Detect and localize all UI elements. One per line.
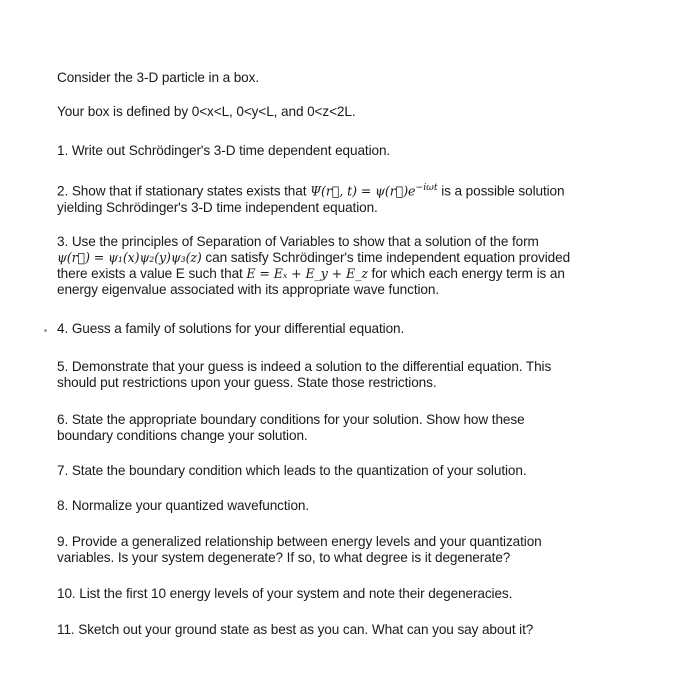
question-11 <box>57 622 667 638</box>
question-5 <box>57 359 667 391</box>
stray-mark <box>44 329 47 332</box>
question-4 <box>57 321 667 337</box>
question-5-line-1: 5. Demonstrate that your guess is indeed a solution to the differential equation. This <box>57 359 552 374</box>
question-2 <box>57 180 667 216</box>
intro-text: Consider the 3-D particle in a box. <box>57 70 260 85</box>
question-2-pre: 2. Show that if stationary states exists that <box>57 183 311 199</box>
intro-line-1 <box>57 70 667 86</box>
question-8 <box>57 498 667 514</box>
question-8-text: 8. Normalize your quantized wavefunction. <box>57 498 310 513</box>
question-2-post: is a possible solution <box>437 183 565 199</box>
question-3-line-3-post: for which each energy term is an <box>367 266 565 281</box>
question-6 <box>57 412 667 444</box>
question-2-line-1 <box>57 180 667 200</box>
intro-line-2 <box>57 104 667 120</box>
question-3-line-1: 3. Use the principles of Separation of Variables to show that a solution of the form <box>57 234 539 249</box>
question-6-line-1: 6. State the appropriate boundary conditions for your solution. Show how these <box>57 412 525 427</box>
question-9-line-1: 9. Provide a generalized relationship between energy levels and your quantization <box>57 534 542 549</box>
energy-sum-equation: E = Eₓ + E_y + E_z <box>246 266 368 281</box>
question-7 <box>57 463 667 479</box>
question-9 <box>57 534 667 566</box>
question-2-line-2: yielding Schrödinger's 3-D time independent equation. <box>57 199 378 215</box>
stationary-state-exponent: −iωt <box>415 182 438 193</box>
question-1 <box>57 143 667 159</box>
question-3-line-2-text: can satisfy Schrödinger's time independent equation provided <box>201 250 571 265</box>
question-11-text: 11. Sketch out your ground state as best as you can. What can you say about it? <box>57 622 534 637</box>
stationary-state-equation: Ψ(r⃗, t) = ψ(r⃗)e <box>310 183 416 199</box>
question-1-text: 1. Write out Schrödinger's 3-D time dependent equation. <box>57 143 391 158</box>
question-5-line-2: should put restrictions upon your guess. State those restrictions. <box>57 375 437 390</box>
question-7-text: 7. State the boundary condition which leads to the quantization of your solution. <box>57 463 527 478</box>
separation-product-equation: ψ(r⃗) = ψ₁(x)ψ₂(y)ψ₃(z) <box>57 250 202 265</box>
question-3-line-2 <box>57 250 667 266</box>
question-3 <box>57 234 667 298</box>
question-10-text: 10. List the first 10 energy levels of your system and note their degeneracies. <box>57 586 513 601</box>
question-6-line-2: boundary conditions change your solution. <box>57 428 308 443</box>
question-3-line-3-pre: there exists a value E such that <box>57 266 247 281</box>
box-definition-text: Your box is defined by 0<x<L, 0<y<L, and 0<z<2L. <box>57 104 356 119</box>
question-4-text: 4. Guess a family of solutions for your differential equation. <box>57 321 405 336</box>
question-3-line-4: energy eigenvalue associated with its appropriate wave function. <box>57 282 440 297</box>
question-3-line-3 <box>57 266 667 282</box>
question-10 <box>57 586 667 602</box>
question-9-line-2: variables. Is your system degenerate? If so, to what degree is it degenerate? <box>57 550 511 565</box>
